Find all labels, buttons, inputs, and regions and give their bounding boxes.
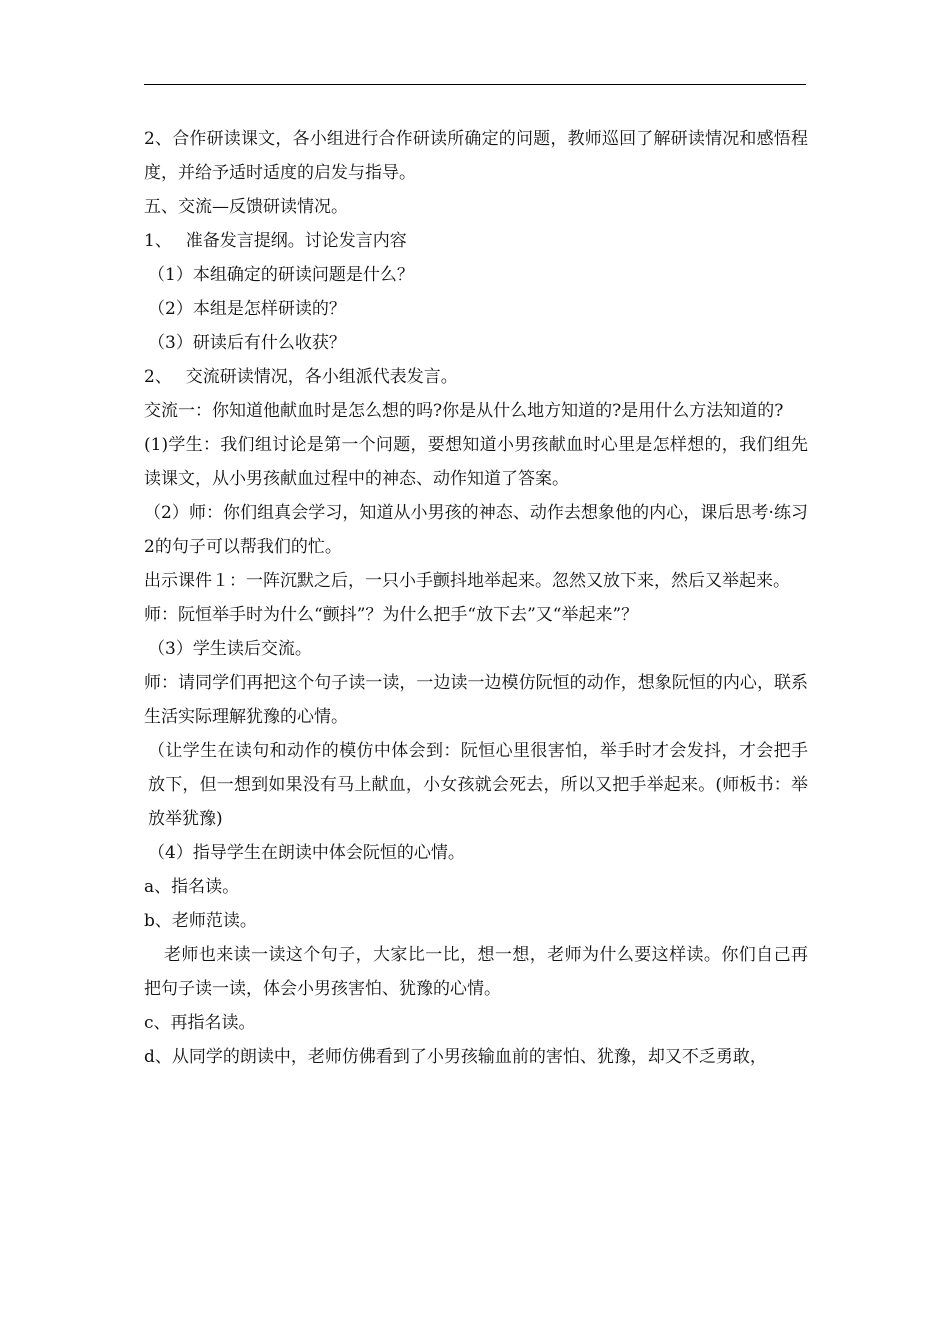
- paragraph-7: 2、 交流研读情况，各小组派代表发言。: [144, 367, 458, 387]
- paragraph-3: 1、 准备发言提纲。讨论发言内容: [144, 231, 407, 251]
- paragraph-12: 师：阮恒举手时为什么“颤抖”？为什么把手“放下去”又“举起来”？: [144, 605, 639, 625]
- paragraph-16: （4）指导学生在朗读中体会阮恒的心情。: [148, 843, 465, 863]
- paragraph-5: （2）本组是怎样研读的？: [148, 299, 346, 319]
- paragraph-20: c、再指名读。: [144, 1013, 256, 1033]
- paragraph-15: （让学生在读句和动作的模仿中体会到：阮恒心里很害怕，举手时才会发抖，才会把手放下，但一想到如果没有马上献血，小女孩就会死去，所以又把手举起来。(师板书：举放举犹豫): [148, 741, 808, 829]
- paragraph-19: 老师也来读一读这个句子，大家比一比，想一想，老师为什么要这样读。你们自己再把句子读一读，体会小男孩害怕、犹豫的心情。: [144, 945, 808, 999]
- paragraph-1: 2、合作研读课文，各小组进行合作研读所确定的问题，教师巡回了解研读情况和感悟程度，并给予适时适度的启发与指导。: [144, 129, 808, 183]
- paragraph-8: 交流一：你知道他献血时是怎么想的吗?你是从什么地方知道的?是用什么方法知道的?: [144, 401, 784, 421]
- paragraph-2: 五、交流—反馈研读情况。: [144, 197, 348, 217]
- header-rule: [144, 84, 806, 85]
- paragraph-13: （3）学生读后交流。: [148, 639, 312, 659]
- paragraph-11: 出示课件１：一阵沉默之后，一只小手颤抖地举起来。忽然又放下来，然后又举起来。: [144, 571, 790, 591]
- paragraph-9: (1)学生：我们组讨论是第一个问题，要想知道小男孩献血时心里是怎样想的，我们组先读课文，从小男孩献血过程中的神态、动作知道了答案。: [144, 435, 808, 489]
- paragraph-6: （3）研读后有什么收获？: [148, 333, 346, 353]
- document-body: [144, 122, 808, 1074]
- paragraph-4: （1）本组确定的研读问题是什么？: [148, 265, 414, 285]
- paragraph-18: b、老师范读。: [144, 911, 257, 931]
- paragraph-21: d、从同学的朗读中，老师仿佛看到了小男孩输血前的害怕、犹豫，却又不乏勇敢，: [144, 1047, 767, 1067]
- paragraph-17: a、指名读。: [144, 877, 240, 897]
- paragraph-10: （2）师：你们组真会学习，知道从小男孩的神态、动作去想象他的内心，课后思考·练习2的句子可以帮我们的忙。: [144, 503, 808, 557]
- paragraph-14: 师：请同学们再把这个句子读一读，一边读一边模仿阮恒的动作，想象阮恒的内心，联系生活实际理解犹豫的心情。: [144, 673, 808, 727]
